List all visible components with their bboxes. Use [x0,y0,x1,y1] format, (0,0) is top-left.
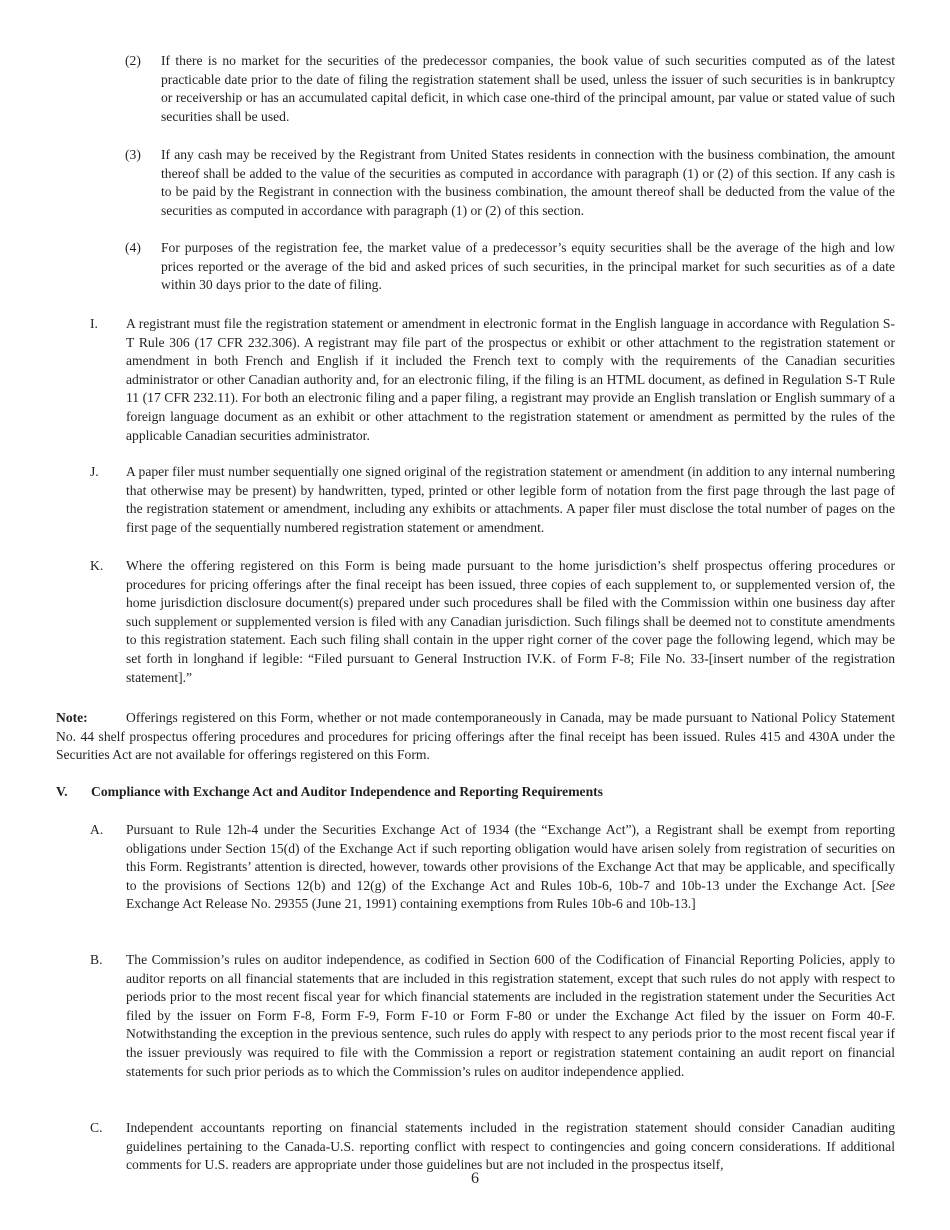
section-item-b [90,951,895,1081]
section-number: V. [56,784,68,799]
section-heading [56,783,895,802]
subitem-label: (4) [125,240,141,255]
text-part: Pursuant to Rule 12h-4 under the Securities Exchange Act of 1934 (the “Exchange Act”), a Registrant shall be exempt from reporting obligations under Section 15(d) of the Exchange Act if such reporting obligation would have arisen solely from registration of securities on this Form. Registrants’ attention is directed, however, towards other provisions of the Exchange Act that may be applicable, and specifically to the provisions of Sections 12(b) and 12(g) of the Exchange Act and Rules 10b-6, 10b-7 and 10b-13 under the Exchange Act. [ [126,822,895,893]
subitem-2 [125,52,895,126]
section-item-label: B. [90,952,103,967]
section-item-text: The Commission’s rules on auditor independence, as codified in Section 600 of the Codification of Financial Reporting Policies, apply to auditor reports on all financial statements that are included in this registration statement, except that such rules do not apply with respect to periods prior to the most recent fiscal year for which financial statements are included in the registration statement under the Securities Act filed by the issuer on Form F-8, Form F-9, Form F-10 or Form F-80 or under the Exchange Act filed by the issuer on Form 40-F. Notwithstanding the exception in the previous sentence, such rules do apply with respect to any periods prior to the most recent fiscal year if the issuer previously was required to file with the Commission a report or registration statement containing an audit report on financial statements for such prior periods as to which the Commission’s rules on auditor independence applied. [126,952,895,1079]
section-item-c [90,1119,895,1175]
page-number: 6 [471,1170,479,1187]
subitem-label: (2) [125,53,141,68]
subitem-text: If any cash may be received by the Registrant from United States residents in connection with the business combination, the amount thereof shall be added to the value of the securities as computed in accordance with paragraph (1) or (2) of this section. If any cash is to be paid by the Registrant in connection with the business combination, the amount thereof shall be deducted from the value of the securities as computed in accordance with paragraph (1) or (2) of this section. [161,147,895,218]
section-title: Compliance with Exchange Act and Auditor Independence and Reporting Requirements [91,784,603,799]
see-italic: See [876,877,895,893]
section-item-label: C. [90,1120,103,1135]
note-text: Offerings registered on this Form, whether or not made contemporaneously in Canada, may be made pursuant to National Policy Statement No. 44 shelf prospectus offering procedures and procedures for pricing offerings after the final receipt has been issued. Rules 415 and 430A under the Securities Act are not available for offerings registered on this Form. [56,710,895,763]
instruction-label: J. [90,464,99,479]
instruction-k [90,557,895,687]
section-item-a [90,821,895,914]
subitem-4 [125,239,895,295]
text-part: Exchange Act Release No. 29355 (June 21, 1991) containing exemptions from Rules 10b-6 and 10b-13.] [126,896,696,912]
instruction-text: A registrant must file the registration statement or amendment in electronic format in the English language in accordance with Regulation S-T Rule 306 (17 CFR 232.306). A registrant may file part of the prospectus or exhibit or other attachment to the registration statement or amendment in both French and English if it included the French text to comply with the requirements of the Canadian securities administrator or other Canadian authority and, for an electronic filing, if the filing is an HTML document, as defined in Regulation S-T Rule 11 (17 CFR 232.11). For both an electronic filing and a paper filing, a registrant may provide an English translation or English summary of a foreign language document as an exhibit or other attachment to the registration statement or amendment as permitted by the rules of the applicable Canadian securities administrator. [126,316,895,443]
subitem-label: (3) [125,147,141,162]
instruction-label: I. [90,316,98,331]
note-label: Note: [56,710,88,725]
instruction-i [90,315,895,445]
instruction-text: A paper filer must number sequentially one signed original of the registration statement or amendment (in addition to any internal numbering that otherwise may be present) by handwritten, typed, printed or other legible form of notation from the first page through the last page of the registration statement or amendment, including any exhibits or attachments. A paper filer must disclose the total number of pages on the first page of the sequentially numbered registration statement or amendment. [126,464,895,535]
section-item-label: A. [90,822,104,837]
instruction-label: K. [90,558,104,573]
section-item-text [126,821,895,914]
subitem-text: If there is no market for the securities of the predecessor companies, the book value of such securities computed as of the latest practicable date prior to the date of filing the registration statement shall be used, unless the issuer of such securities is in bankruptcy or receivership or has an accumulated capital deficit, in which case one-third of the principal amount, par value or stated value of such securities shall be used. [161,53,895,124]
instruction-text: Where the offering registered on this Form is being made pursuant to the home jurisdiction’s shelf prospectus offering procedures or procedures for pricing offerings after the final receipt has been issued, three copies of each supplement to, or supplemented version of, the home jurisdiction disclosure document(s) prepared under such procedures shall be filed with the Commission within one business day after such supplement or supplemented version is filed with any Canadian jurisdiction. Such filings shall be deemed not to constitute amendments to this registration statement. Each such filing shall contain in the upper right corner of the cover page the following legend, which may be set forth in longhand if legible: “Filed pursuant to General Instruction IV.K. of Form F-8; File No. 33-[insert number of the registration statement].” [126,558,895,685]
subitem-3 [125,146,895,220]
instruction-j [90,463,895,537]
section-item-text: Independent accountants reporting on financial statements included in the registration statement should consider Canadian auditing guidelines pertaining to the Canada-U.S. reporting conflict with respect to contingencies and going concern considerations. If additional comments for U.S. readers are appropriate under those guidelines but are not included in the prospectus itself, [126,1120,895,1173]
note-paragraph [56,709,895,765]
subitem-text: For purposes of the registration fee, the market value of a predecessor’s equity securities shall be the average of the high and low prices reported or the average of the bid and asked prices of such securities, in the principal market for such securities as of a date within 30 days prior to the date of filing. [161,240,895,293]
